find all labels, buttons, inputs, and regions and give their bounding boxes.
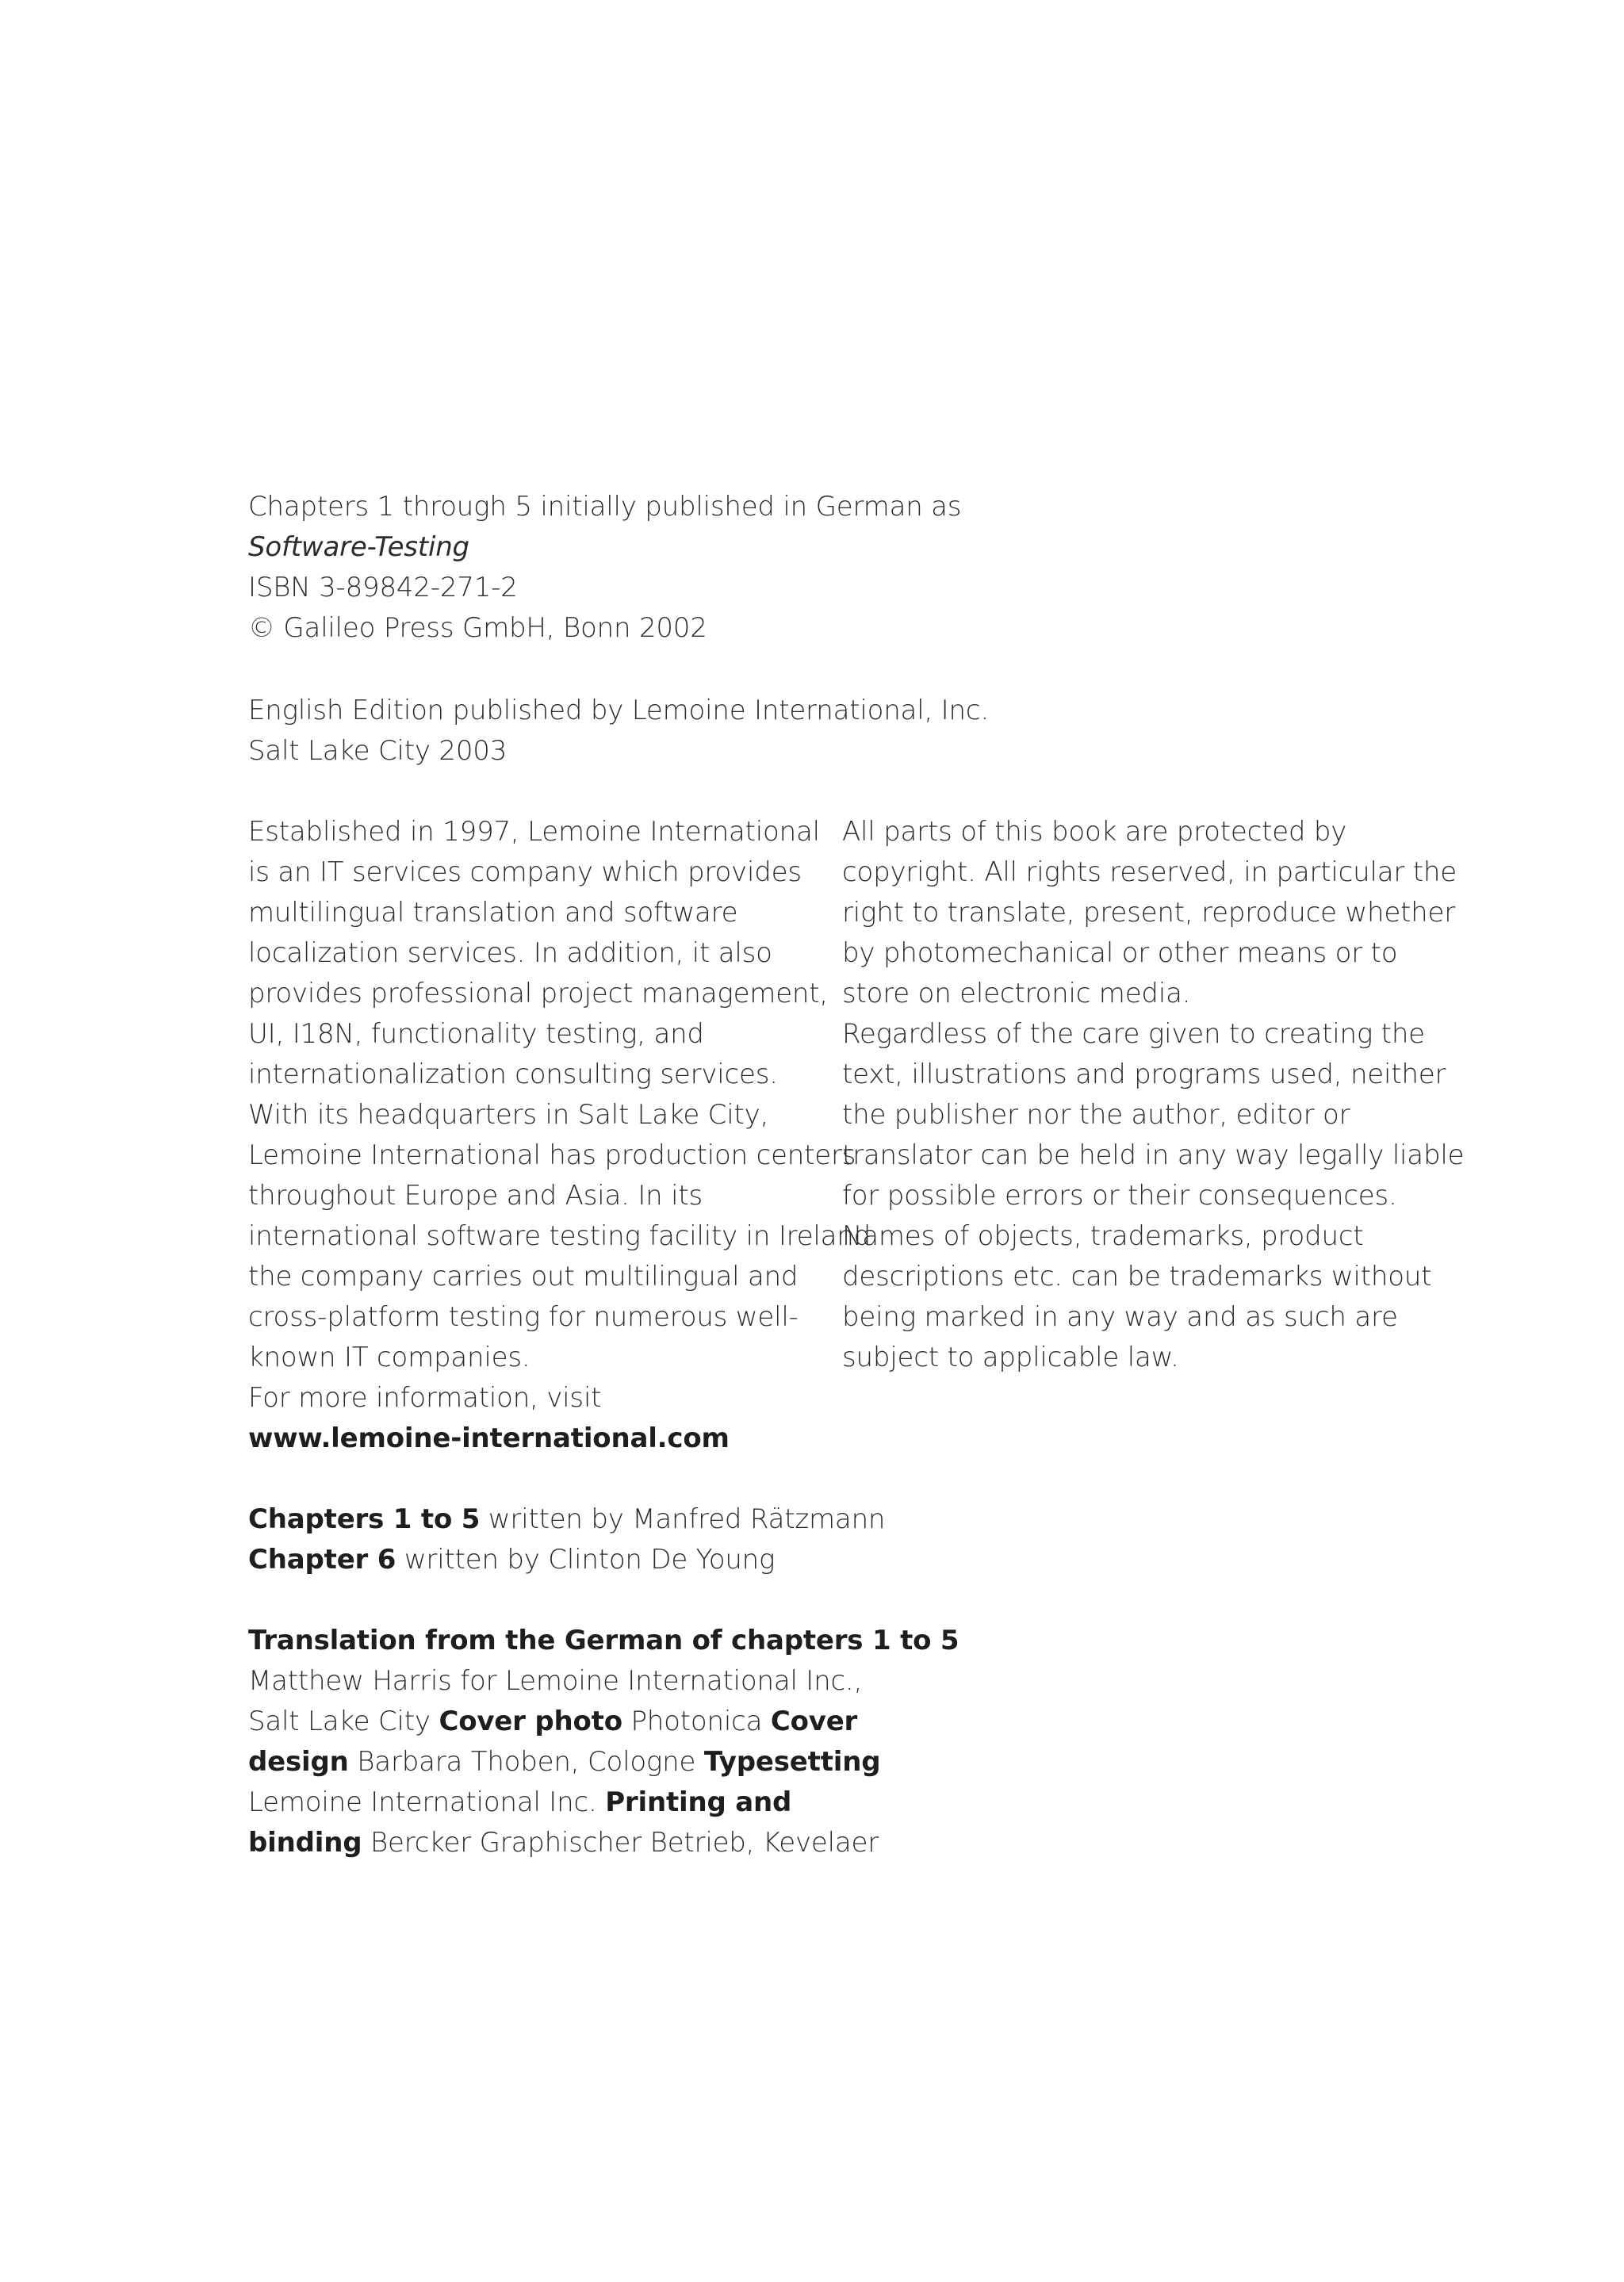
company-description-line: international software testing facility in Ireland <box>248 1220 871 1252</box>
english-edition-place-year: Salt Lake City 2003 <box>248 735 508 767</box>
original-publication-info <box>248 487 962 649</box>
authors-text-chapter-6: written by Clinton De Young <box>396 1544 776 1576</box>
credits-line <box>248 1702 858 1742</box>
authors-info <box>248 1499 886 1580</box>
company-description <box>248 812 871 1459</box>
company-description-line: cross-platform testing for numerous well- <box>248 1301 799 1333</box>
authors-label-chapters-1-5: Chapters 1 to 5 <box>248 1503 481 1535</box>
authors-line-chapters-1-5 <box>248 1499 886 1540</box>
copyright-notice-line: Regardless of the care given to creating the <box>842 1018 1425 1050</box>
company-website: www.lemoine-international.com <box>248 1422 730 1454</box>
production-credits <box>248 1621 959 1863</box>
cover-design-label: Cover <box>770 1706 858 1737</box>
copyright-notice-line: by photomechanical or other means or to <box>842 937 1398 969</box>
company-description-line: UI, I18N, functionality testing, and <box>248 1018 704 1050</box>
copyright-notice-line: store on electronic media. <box>842 978 1191 1009</box>
original-title: Software-Testing <box>248 531 469 563</box>
translation-label: Translation from the German of chapters 1 to 5 <box>248 1625 959 1656</box>
cover-photo-label: Cover photo <box>439 1706 622 1737</box>
english-edition-info <box>248 691 989 772</box>
copyright-notice-line: text, illustrations and programs used, neither <box>842 1059 1446 1090</box>
translation-place: Salt Lake City <box>248 1706 439 1737</box>
english-edition-publisher: English Edition published by Lemoine International, Inc. <box>248 695 989 726</box>
company-description-line: is an IT services company which provides <box>248 856 802 888</box>
copyright-notice-line: right to translate, present, reproduce whether <box>842 897 1456 928</box>
company-description-line: provides professional project management, <box>248 978 829 1009</box>
copyright-notice-line: the publisher nor the author, editor or <box>842 1099 1350 1131</box>
company-description-line: internationalization consulting services. <box>248 1059 778 1090</box>
printing-label: binding <box>248 1827 362 1859</box>
copyright-notice-line: All parts of this book are protected by <box>842 816 1347 848</box>
credits-line <box>248 1742 881 1782</box>
copyright-notice-line: subject to applicable law. <box>842 1342 1179 1373</box>
copyright-notice-line: copyright. All rights reserved, in particular the <box>842 856 1457 888</box>
company-description-line: known IT companies. <box>248 1342 530 1373</box>
company-description-line: throughout Europe and Asia. In its <box>248 1180 703 1212</box>
original-copyright: © Galileo Press GmbH, Bonn 2002 <box>248 612 707 644</box>
isbn: ISBN 3-89842-271-2 <box>248 572 518 603</box>
cover-design-text: Barbara Thoben, Cologne <box>348 1746 704 1778</box>
company-description-line: localization services. In addition, it also <box>248 937 772 969</box>
copyright-notice-line: being marked in any way and as such are <box>842 1301 1398 1333</box>
cover-design-label: design <box>248 1746 349 1778</box>
credits-line <box>248 1782 819 1823</box>
original-publication-line: Chapters 1 through 5 initially published in German as <box>248 491 962 523</box>
printing-label: Printing and <box>605 1786 792 1818</box>
company-description-line: With its headquarters in Salt Lake City, <box>248 1099 769 1131</box>
cover-photo-text: Photonica <box>622 1706 771 1737</box>
authors-text-chapters-1-5: written by Manfred Rätzmann <box>480 1503 886 1535</box>
company-description-line: multilingual translation and software <box>248 897 738 928</box>
company-description-line: For more information, visit <box>248 1382 602 1414</box>
printing-text: Bercker Graphischer Betrieb, Kevelaer <box>362 1827 879 1859</box>
authors-line-chapter-6 <box>248 1540 819 1580</box>
typesetting-text: Lemoine International Inc. <box>248 1786 606 1818</box>
translation-text: Matthew Harris for Lemoine International Inc., <box>248 1665 863 1697</box>
company-description-line: Lemoine International has production centers <box>248 1139 856 1171</box>
copyright-notice-line: Names of objects, trademarks, product <box>842 1220 1364 1252</box>
credits-line <box>248 1823 879 1863</box>
authors-label-chapter-6: Chapter 6 <box>248 1544 396 1576</box>
copyright-notice-line: descriptions etc. can be trademarks without <box>842 1261 1432 1292</box>
copyright-notice-line: for possible errors or their consequences. <box>842 1180 1397 1212</box>
company-description-line: Established in 1997, Lemoine International <box>248 816 820 848</box>
typesetting-label: Typesetting <box>703 1746 881 1778</box>
copyright-notice <box>842 812 1465 1378</box>
copyright-notice-line: translator can be held in any way legally liable <box>842 1139 1465 1171</box>
company-description-line: the company carries out multilingual and <box>248 1261 799 1292</box>
